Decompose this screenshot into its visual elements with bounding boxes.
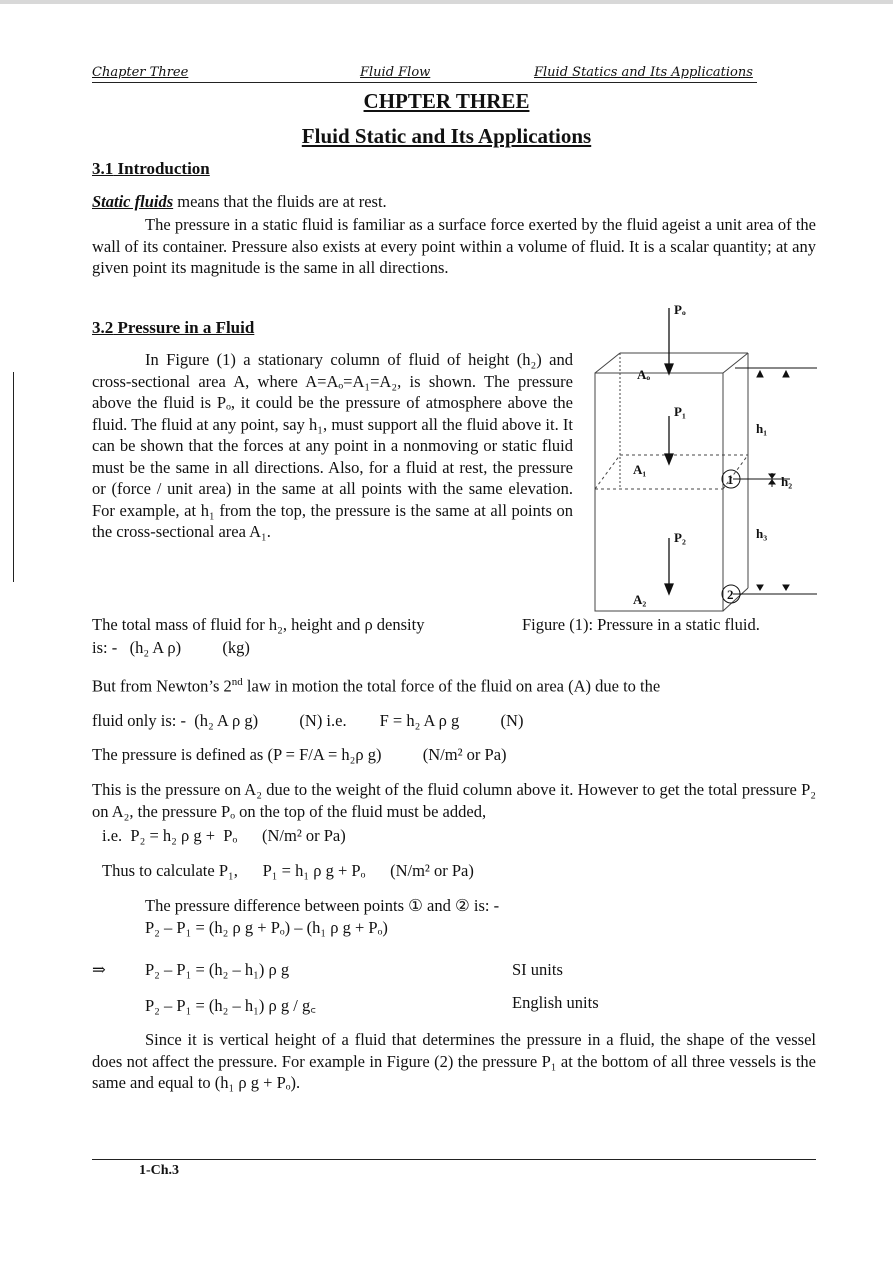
mass-line-2: is: - (h₂ A ρ) (kg) [92,638,250,657]
page-footer: 1-Ch.3 [139,1163,180,1178]
label-p2: P₂ [674,530,686,545]
label-p0: Pₒ [674,302,686,317]
label-a2: A₂ [633,592,647,607]
english-units-label: English units [512,993,599,1012]
point-circles [722,470,740,603]
label-point-1: 1 [727,472,734,487]
section-title: Introduction [117,159,210,178]
footer-rule [92,1159,816,1160]
header-topic: Fluid Statics and Its Applications [534,65,753,80]
label-h1: h₁ [756,421,768,436]
fluid-column-box [595,353,748,611]
section-heading-introduction [92,159,210,179]
intro-paragraph: The pressure in a static fluid is familiar as a surface force exerted by the fluid ageist a unit area of the wall of its container. Pressure also exists at every point within a volume of fluid. It is a scalar quantity; at any given point its magnitude is the same in all directions. [92,215,816,277]
height-markers [733,368,817,594]
label-h2: h₂ [781,474,793,489]
static-fluids-term: Static fluids [92,192,174,211]
section-heading-pressure [92,318,254,338]
running-header [92,60,757,83]
si-units-label: SI units [512,960,563,979]
chapter-title: CHPTER THREE [363,89,530,113]
si-equation: P₂ – P₁ = (h₂ – h₁) ρ g [145,960,290,979]
header-book: Fluid Flow [360,65,431,80]
label-point-2: 2 [727,587,734,602]
static-fluids-definition [92,192,387,212]
static-fluids-text: means that the fluids are at rest. [173,192,387,211]
implies-arrow: ⇒ [92,960,106,979]
ie-equation: i.e. P₂ = h₂ ρ g + Pₒ (N/m² or Pa) [102,826,346,845]
chapter-subtitle: Fluid Static and Its Applications [301,124,592,148]
english-equation: P₂ – P₁ = (h₂ – h₁) ρ g / g꜀ [145,996,316,1015]
difference-statement: The pressure difference between points ① and ② is: - [145,896,500,915]
pressure-arrows [665,308,673,594]
label-p1: P₁ [674,404,686,419]
header-chapter: Chapter Three [92,65,189,80]
newton-line-1 [92,676,660,697]
thus-equation: Thus to calculate P₁, P₁ = h₁ ρ g + Pₒ (N/m² or Pa) [102,861,474,880]
newton-text-a: But from Newton’s 2 [92,676,232,696]
label-a0: Aₒ [637,367,651,382]
pressure-paragraph: In Figure (1) a stationary column of fluid of height (h₂) and cross-sectional area A, where A=Aₒ=A₁=A₂, is shown. The pressure above the fluid is Pₒ, it could be the pressure of atmosphere above the fluid. The fluid at any point, say h₁, must support all the fluid above it. It can be shown that the forces at any point in a nonmoving or static fluid must be the same in all directions. Also, for a fluid at rest, the pressure or (force / unit area) in the same at all points with the same elevation. For example, at h₁ from the top, the pressure is the same at all points on the cross-sectional area A₁. [92,350,573,541]
newton-text-b: law in motion the total force of the fluid on area (A) due to the [242,676,661,696]
pressure-definition: The pressure is defined as (P = F/A = h₂ρ g) (N/m² or Pa) [92,745,507,764]
front-face [595,373,723,611]
newton-sup: nd [231,676,243,688]
figure-1-caption: Figure (1): Pressure in a static fluid. [522,615,760,634]
margin-mark [13,372,14,582]
label-a1: A₁ [633,462,647,477]
label-h3: h₃ [756,526,768,541]
section-number: 3.2 [92,318,114,337]
figure-1-diagram [585,298,820,618]
total-pressure-paragraph: This is the pressure on A₂ due to the weight of the fluid column above it. However to get the total pressure P₂ on A₂, the pressure Pₒ on the top of the fluid must be added, [92,780,816,821]
final-paragraph: Since it is vertical height of a fluid that determines the pressure in a fluid, the shape of the vessel does not affect the pressure. For example in Figure (2) the pressure P₁ at the bottom of all three vessels is the same and equal to (h₁ ρ g + Pₒ). [92,1030,816,1092]
section-number: 3.1 [92,159,114,178]
newton-line-2: fluid only is: - (h₂ A ρ g) (N) i.e. F = h₂ A ρ g (N) [92,711,524,730]
mass-line-1: The total mass of fluid for h₂, height and ρ density [92,615,425,634]
difference-equation: P₂ – P₁ = (h₂ ρ g + Pₒ) – (h₁ ρ g + Pₒ) [145,918,388,937]
page-top-edge [0,0,893,4]
section-title: Pressure in a Fluid [117,318,255,337]
